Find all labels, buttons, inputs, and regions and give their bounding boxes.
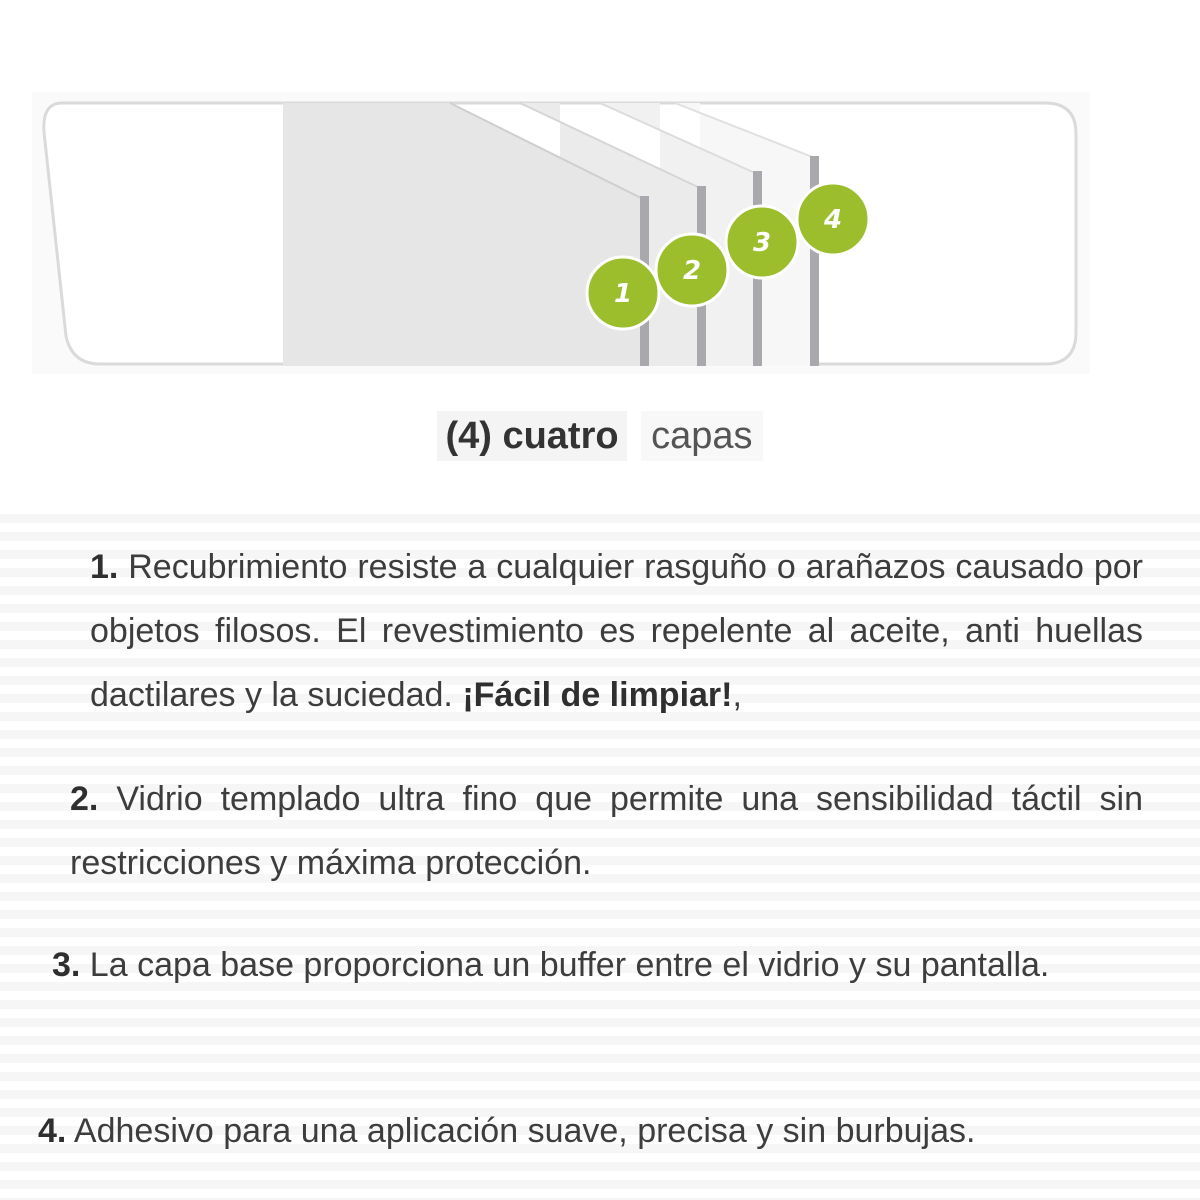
item-text: Adhesivo para una aplicación suave, precisa y sin burbujas. — [66, 1112, 976, 1150]
layer-badge-2-label: 2 — [682, 256, 702, 286]
item-emphasis: ¡Fácil de limpiar! — [462, 676, 733, 714]
layer-badge-4-label: 4 — [823, 205, 843, 235]
layer-badge-1-label: 1 — [613, 279, 633, 309]
layer-badge-3-label: 3 — [752, 228, 772, 258]
description-item-4 — [38, 1099, 1143, 1163]
item-number: 3. — [52, 946, 81, 984]
item-text: La capa base proporciona un buffer entre el vidrio y su pantalla. — [80, 946, 1050, 984]
description-item-2 — [70, 767, 1143, 895]
diagram-heading — [0, 410, 1200, 462]
heading-bold: (4) cuatro — [437, 411, 626, 461]
description-item-3 — [52, 933, 1143, 997]
item-text: Recubrimiento resiste a cualquier rasguño o arañazos causado por objetos filosos. El revestimiento es repelente al aceite, anti huellas dactilares y la suciedad. — [90, 548, 1143, 714]
layer-badge-1 — [587, 257, 659, 329]
item-number: 4. — [38, 1112, 67, 1150]
layers-diagram — [0, 0, 1200, 400]
layer-badge-4 — [797, 183, 869, 255]
layer-badge-2 — [656, 234, 728, 306]
item-text: Vidrio templado ultra fino que permite una sensibilidad táctil sin restricciones y máxima protección. — [70, 780, 1143, 882]
heading-light: capas — [641, 411, 762, 461]
item-suffix: , — [732, 676, 742, 714]
item-number: 1. — [90, 548, 119, 586]
description-item-1 — [90, 535, 1143, 727]
description-area — [0, 505, 1200, 1200]
layer-badge-3 — [726, 206, 798, 278]
item-number: 2. — [70, 780, 99, 818]
